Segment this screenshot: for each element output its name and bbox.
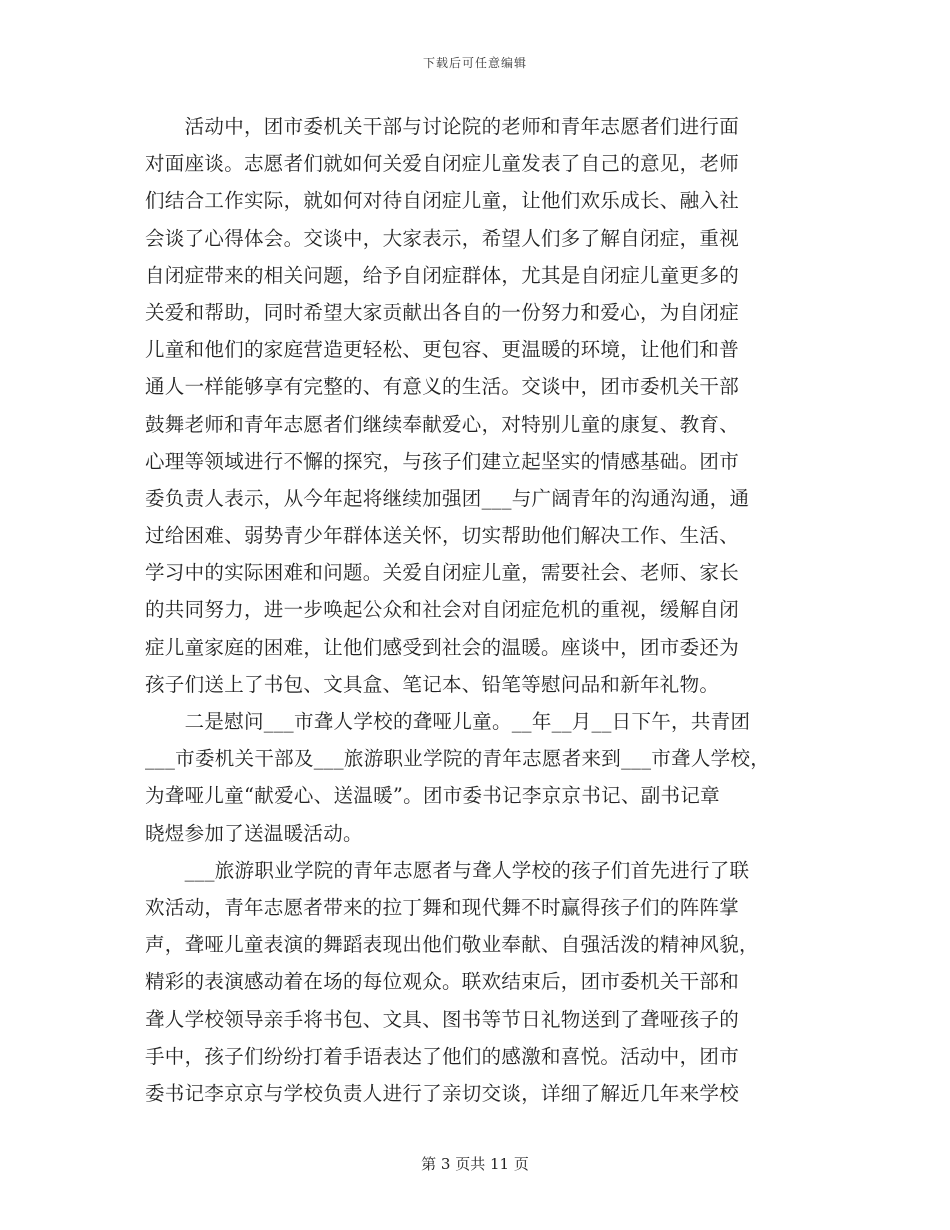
- text-line: ___市委机关干部及___旅游职业学院的青年志愿者来到___市聋人学校，: [145, 747, 771, 771]
- page-header: 下载后可任意编辑: [422, 56, 527, 70]
- text-line: 为聋哑儿童“献爱心、送温暖”。团市委书记李京京书记、副书记章: [145, 784, 720, 808]
- paragraph-2: [145, 703, 805, 852]
- text-line: 们结合工作实际，就如何对待自闭症儿童，让他们欢乐成长、融入社: [145, 189, 740, 213]
- text-line: 对面座谈。志愿者们就如何关爱自闭症儿童发表了自己的意见，老师: [145, 152, 740, 176]
- page-footer: 第 3 页共 11 页: [421, 1155, 529, 1173]
- text-line: 的共同努力，进一步唤起公众和社会对自闭症危机的重视，缓解自闭: [145, 598, 740, 622]
- text-line: 儿童和他们的家庭营造更轻松、更包容、更温暖的环境，让他们和普: [145, 338, 740, 362]
- text-line: 晓煜参加了送温暖活动。: [145, 821, 363, 845]
- text-line: 症儿童家庭的困难，让他们感受到社会的温暖。座谈中，团市委还为: [145, 635, 740, 659]
- text-line: 二是慰问___市聋人学校的聋哑儿童。__年__月__日下午，共青团: [145, 710, 751, 733]
- text-line: 会谈了心得体会。交谈中，大家表示，希望人们多了解自闭症，重视: [145, 226, 740, 250]
- text-line: 委负责人表示，从今年起将继续加强团___与广阔青年的沟通沟通，通: [145, 486, 750, 510]
- text-line: 手中，孩子们纷纷打着手语表达了他们的感激和喜悦。活动中，团市: [145, 1044, 740, 1068]
- text-line: ___旅游职业学院的青年志愿者与聋人学校的孩子们首先进行了联: [145, 858, 750, 882]
- text-line: 自闭症带来的相关问题，给予自闭症群体，尤其是自闭症儿童更多的: [145, 263, 740, 287]
- text-line: 活动中，团市委机关干部与讨论院的老师和青年志愿者们进行面: [145, 115, 740, 138]
- text-line: 精彩的表演感动着在场的每位观众。联欢结束后，团市委机关干部和: [145, 970, 740, 994]
- text-line: 欢活动，青年志愿者带来的拉丁舞和现代舞不时赢得孩子们的阵阵掌: [145, 895, 740, 919]
- text-line: 孩子们送上了书包、文具盒、笔记本、铅笔等慰问品和新年礼物。: [145, 672, 720, 696]
- document-body: [145, 108, 805, 1112]
- text-line: 委书记李京京与学校负责人进行了亲切交谈，详细了解近几年来学校: [145, 1081, 740, 1105]
- text-line: 过给困难、弱势青少年群体送关怀，切实帮助他们解决工作、生活、: [145, 524, 740, 548]
- text-line: 聋人学校领导亲手将书包、文具、图书等节日礼物送到了聋哑孩子的: [145, 1007, 740, 1031]
- text-line: 心理等领域进行不懈的探究，与孩子们建立起坚实的情感基础。团市: [145, 449, 740, 473]
- text-line: 鼓舞老师和青年志愿者们继续奉献爱心，对特别儿童的康复、教育、: [145, 412, 740, 436]
- text-line: 关爱和帮助，同时希望大家贡献出各自的一份努力和爱心，为自闭症: [145, 300, 740, 324]
- paragraph-1: [145, 108, 805, 703]
- text-line: 声，聋哑儿童表演的舞蹈表现出他们敬业奉献、自强活泼的精神风貌，: [145, 933, 759, 957]
- text-line: 通人一样能够享有完整的、有意义的生活。交谈中，团市委机关干部: [145, 375, 740, 399]
- paragraph-3: [145, 852, 805, 1112]
- text-line: 学习中的实际困难和问题。关爱自闭症儿童，需要社会、老师、家长: [145, 561, 740, 585]
